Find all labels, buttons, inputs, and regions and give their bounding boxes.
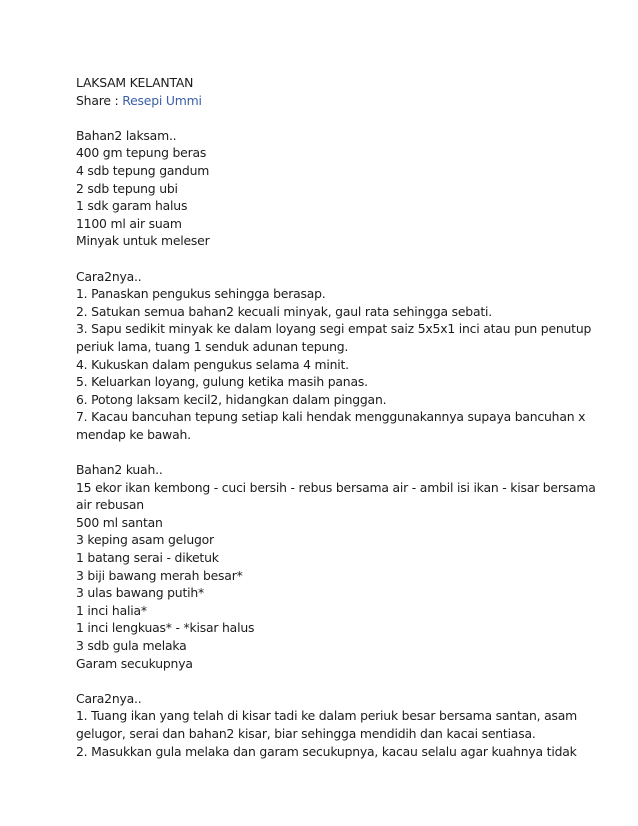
kuah-method-heading: Cara2nya.. [76, 690, 142, 706]
laksam-step: 4. Kukuskan dalam pengukus selama 4 minit. [76, 356, 349, 372]
share-link[interactable]: Resepi Ummi [122, 92, 202, 108]
share-line [76, 92, 606, 110]
recipe-document [76, 74, 606, 760]
recipe-title: LAKSAM KELANTAN [76, 75, 194, 90]
laksam-ingredients-heading: Bahan2 laksam.. [76, 127, 177, 143]
spacer [76, 672, 606, 690]
kuah-ingredient: 15 ekor ikan kembong - cuci bersih - rebus bersama air - ambil isi ikan - kisar bersama air rebusan [76, 479, 596, 513]
kuah-ingredient: 3 ulas bawang putih* [76, 585, 205, 601]
laksam-step: 3. Sapu sedikit minyak ke dalam loyang segi empat saiz 5x5x1 inci atau pun penutup periuk lama, tuang 1 senduk adunan tepung. [76, 321, 592, 354]
share-label: Share : [76, 92, 119, 108]
laksam-step: 1. Panaskan pengukus sehingga berasap. [76, 286, 326, 302]
kuah-ingredient: 1 inci halia* [76, 602, 147, 618]
kuah-step: 1. Tuang ikan yang telah di kisar tadi ke dalam periuk besar bersama santan, asam gelugor, serai dan bahan2 kisar, biar sehingga mendidih dan kacai sentiasa. [76, 708, 578, 741]
laksam-method-heading: Cara2nya.. [76, 268, 142, 284]
kuah-ingredient: 1 inci lengkuas* - *kisar halus [76, 620, 255, 636]
laksam-ingredient: 1100 ml air suam [76, 215, 182, 231]
kuah-step: 2. Masukkan gula melaka dan garam secukupnya, kacau selalu agar kuahnya tidak [76, 743, 577, 759]
laksam-ingredient: 400 gm tepung beras [76, 145, 207, 161]
laksam-ingredient: 4 sdb tepung gandum [76, 162, 210, 178]
laksam-step: 6. Potong laksam kecil2, hidangkan dalam pinggan. [76, 391, 387, 407]
kuah-ingredient: 1 batang serai - diketuk [76, 550, 219, 566]
kuah-ingredient: 3 biji bawang merah besar* [76, 567, 243, 583]
kuah-ingredient: 3 sdb gula melaka [76, 638, 187, 653]
laksam-step: 7. Kacau bancuhan tepung setiap kali hendak menggunakannya supaya bancuhan x mendap ke bawah. [76, 409, 586, 442]
laksam-step: 2. Satukan semua bahan2 kecuali minyak, gaul rata sehingga sebati. [76, 303, 493, 319]
laksam-ingredient: 1 sdk garam halus [76, 198, 188, 214]
spacer [76, 250, 606, 268]
laksam-ingredient: Minyak untuk meleser [76, 233, 210, 249]
kuah-ingredient: 500 ml santan [76, 514, 163, 530]
laksam-step: 5. Keluarkan loyang, gulung ketika masih panas. [76, 374, 368, 390]
kuah-ingredient: 3 keping asam gelugor [76, 532, 214, 548]
kuah-ingredients-heading: Bahan2 kuah.. [76, 462, 163, 478]
spacer [76, 443, 606, 461]
laksam-ingredient: 2 sdb tepung ubi [76, 180, 178, 196]
spacer [76, 109, 606, 127]
kuah-ingredient: Garam secukupnya [76, 655, 193, 671]
